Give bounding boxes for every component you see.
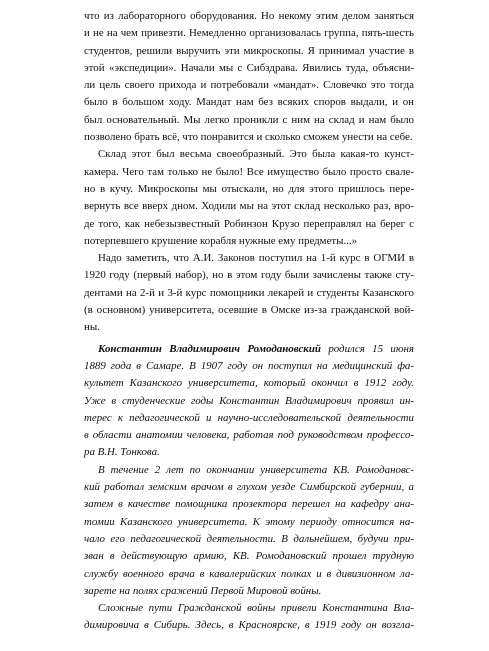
text-line: В течение 2 лет по окончании университета КВ. Ромодановс-: [98, 463, 414, 476]
text-line: 1889 года в Самаре. В 1907 году он поступил на медицинский фа-: [84, 359, 414, 372]
paragraph: [84, 600, 414, 635]
document-page: [84, 8, 414, 635]
text-fragment: родился 15 июня: [320, 342, 414, 355]
text-line: студентов, решили выручить эти микроскопы. Я принимал участие в: [84, 44, 414, 57]
text-line: камера. Чего там только не было! Все имущество было просто свале-: [84, 165, 414, 178]
text-line: и не на чем привезти. Немедленно организовалась группа, пять-шесть: [84, 27, 414, 40]
text-line: ра В.Н. Тонкова.: [84, 446, 160, 459]
paragraph: [84, 146, 414, 250]
text-line: [84, 341, 414, 358]
text-line: затем в качестве помощника прозектора перешел на кафедру ана-: [84, 498, 414, 511]
text-line: терес к педагогической и научно-исследовательской деятельности: [84, 411, 414, 424]
text-line: было в большом ходу. Мандат нам без всяких споров выдали, и он: [84, 96, 414, 109]
text-line: ли цель своего прихода и потребовали «мандат». Словечко это тогда: [84, 79, 414, 92]
paragraph: [84, 8, 414, 146]
text-line: культет Казанского университета, который окончил в 1912 году.: [84, 377, 414, 390]
text-line: ны.: [84, 321, 100, 334]
text-line: чало его педагогической деятельности. В дальнейшем, будучи при-: [84, 532, 414, 545]
text-line: Надо заметить, что А.И. Законов поступил на 1-й курс в ОГМИ в: [98, 252, 414, 265]
text-line: димировича в Сибирь. Здесь, в Красноярске, в 1919 году он возгла-: [84, 619, 414, 632]
text-line: этой «экспедиции». Начали мы с Сибздрава. Явились туда, объясни-: [84, 61, 414, 74]
text-line: Склад этот был весьма своеобразный. Это была какая-то кунст-: [98, 148, 414, 161]
text-line: был основательный. Мы легко проникли с ним на склад и нам было: [84, 113, 414, 126]
text-line: Уже в студенческие годы Константин Владимирович проявил ин-: [84, 394, 414, 407]
text-line: зарете на полях сражений Первой Мировой войны.: [84, 584, 322, 597]
text-line: вернуть все вверх дном. Ходили мы на этот склад несколько раз, вро-: [84, 200, 414, 213]
text-line: но в кучу. Микроскопы мы отыскали, но для этого пришлось пере-: [84, 182, 414, 195]
text-line: кий работал земским врачом в глухом уезде Симбирской губернии, а: [84, 481, 414, 494]
text-line: службу военного врача в кавалерийских полках и в дивизионном ла-: [84, 567, 414, 580]
text-line: дентами на 2-й и 3-й курс помощники лекарей и студенты Казанского: [84, 286, 414, 299]
paragraph: [84, 341, 414, 462]
text-line: (в основном) университета, осевшие в Омске из-за гражданской вой-: [84, 304, 414, 317]
text-line: де того, как небезызвестный Робинзон Крузо переправлял на берег с: [84, 217, 414, 230]
text-line: томии Казанского университета. К этому периоду относится на-: [84, 515, 414, 528]
paragraph: [84, 462, 414, 600]
text-line: Сложные пути Гражданской войны привели Константина Вла-: [98, 602, 414, 615]
person-name: Константин Владимирович Ромодановский: [98, 342, 321, 355]
text-line: 1920 году (первый набор), но в этом году были зачислены также сту-: [84, 269, 414, 282]
text-line: позволено брать всё, что понравится и сколько сможем унести на себе.: [84, 131, 413, 144]
text-line: что из лабораторного оборудования. Но некому этим делом заняться: [84, 10, 414, 22]
text-line: зван в действующую армию, КВ. Ромодановский прошел трудную: [84, 550, 414, 563]
text-line: потерпевшего крушение корабля нужные ему предметы...»: [84, 234, 358, 247]
paragraph: [84, 250, 414, 336]
text-line: в области анатомии человека, работая под руководством профессо-: [84, 429, 414, 442]
